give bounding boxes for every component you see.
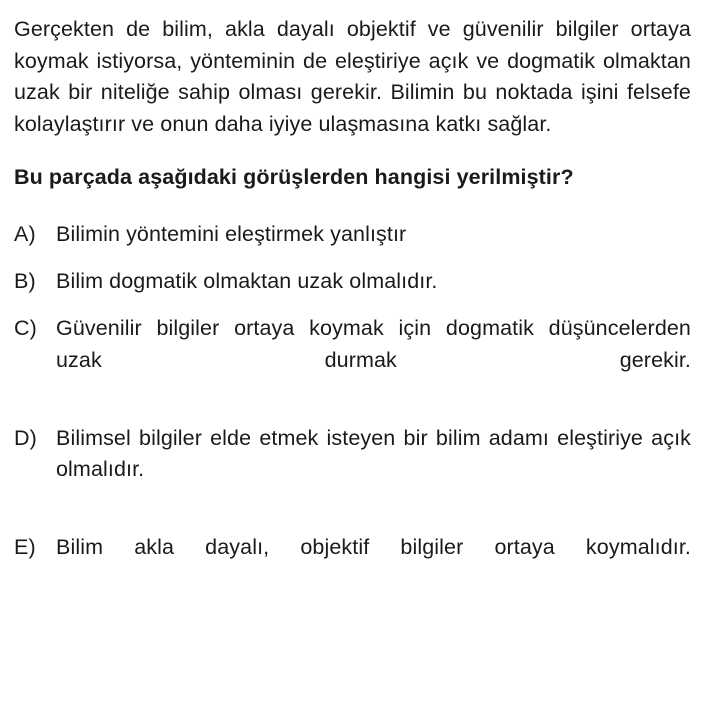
choice-letter-d: D) — [14, 425, 37, 450]
answer-choice-e[interactable] — [14, 532, 691, 594]
answer-choice-a[interactable] — [14, 219, 691, 250]
choice-letter-e: E) — [14, 535, 36, 560]
choice-letter-c: C) — [14, 316, 37, 341]
answer-choice-d[interactable] — [14, 423, 691, 517]
passage-text: Gerçekten de bilim, akla dayalı objektif ve güvenilir bilgiler ortaya koymak istiyorsa, yönteminin de eleştiriye açık ve dogmatik olmaktan uzak bir niteliğe sahip olması gerekir. Bilimin bu noktada işini felsefe kolaylaştırır ve onun daha iyiye ulaşmasına katkı sağlar. — [14, 17, 691, 136]
choice-text-e: Bilim akla dayalı, objektif bilgiler ortaya koymalıdır. — [56, 535, 691, 560]
choice-letter-a: A) — [14, 222, 36, 247]
answer-choice-b[interactable] — [14, 266, 691, 297]
choice-text-a: Bilimin yöntemini eleştirmek yanlıştır — [56, 222, 407, 247]
choice-text-b: Bilim dogmatik olmaktan uzak olmalıdır. — [56, 269, 438, 294]
choice-text-c: Güvenilir bilgiler ortaya koymak için dogmatik düşüncelerden uzak durmak gerekir. — [56, 316, 691, 372]
choice-text-d: Bilimsel bilgiler elde etmek isteyen bir bilim adamı eleştiriye açık olmalıdır. — [56, 425, 691, 482]
choice-letter-b: B) — [14, 269, 36, 294]
answer-choices-list — [14, 219, 691, 595]
answer-choice-c[interactable] — [14, 313, 691, 407]
question-prompt: Bu parçada aşağıdaki görüşlerden hangisi yerilmiştir? — [14, 165, 574, 190]
